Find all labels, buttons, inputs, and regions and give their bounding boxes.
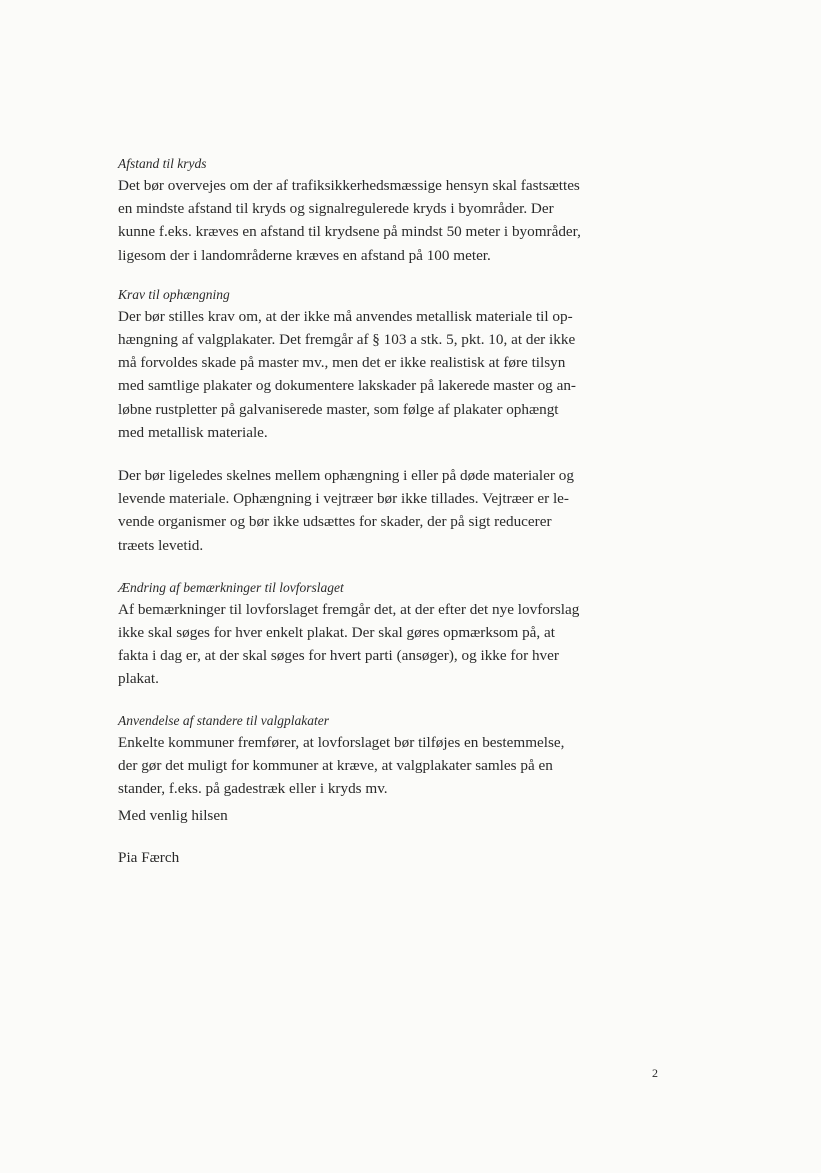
paragraph-line: en mindste afstand til kryds og signalregulerede kryds i byområder. Der (118, 200, 554, 218)
paragraph-line: Det bør overvejes om der af trafiksikkerhedsmæssige hensyn skal fastsættes (118, 177, 580, 194)
closing-greeting: Med venlig hilsen (118, 807, 228, 824)
paragraph-line: Enkelte kommuner fremfører, at lovforslaget bør tilføjes en bestemmelse, (118, 733, 565, 751)
section-aendring-af-bemaerkninger (118, 578, 618, 691)
paragraph-line: der gør det muligt for kommuner at kræve, at valgplakater samles på en (118, 756, 553, 774)
section-vejtraeer (118, 464, 618, 557)
paragraph-line: med samtlige plakater og dokumentere lakskader på lakerede master og an- (118, 377, 576, 395)
paragraph-line: fakta i dag er, at der skal søges for hvert parti (ansøger), og ikke for hver (118, 647, 559, 665)
paragraph-line: Af bemærkninger til lovforslaget fremgår det, at der efter det nye lovforslag (118, 600, 580, 618)
section-krav-til-ophaengning (118, 285, 618, 444)
paragraph-line: træets levetid. (118, 536, 204, 554)
section-afstand-til-kryds (118, 154, 618, 267)
section-heading: Afstand til kryds (118, 156, 207, 171)
paragraph-line: må forvoldes skade på master mv., men det er ikke realistisk at føre tilsyn (118, 354, 566, 372)
section-anvendelse-af-standere (118, 711, 618, 801)
section-heading: Anvendelse af standere til valgplakater (118, 712, 329, 728)
paragraph-line: med metallisk materiale. (118, 423, 268, 441)
paragraph-line: hængning af valgplakater. Det fremgår af § 103 a stk. 5, pkt. 10, at der ikke (118, 331, 576, 349)
paragraph-line: Der bør stilles krav om, at der ikke må anvendes metallisk materiale til op- (118, 307, 573, 325)
section-heading: Krav til ophængning (118, 286, 230, 302)
paragraph-line: ligesom der i landområderne kræves en afstand på 100 meter. (118, 246, 491, 264)
section-paragraph (118, 174, 618, 267)
section-paragraph (118, 731, 618, 801)
section-heading: Ændring af bemærkninger til lovforslaget (118, 579, 344, 595)
paragraph-line: vende organismer og bør ikke udsættes for skader, der på sigt reducerer (118, 513, 552, 531)
page-number: 2 (652, 1066, 658, 1080)
paragraph-line: plakat. (118, 670, 159, 688)
section-paragraph (118, 464, 618, 557)
letter-body (118, 154, 618, 800)
paragraph-line: levende materiale. Ophængning i vejtræer bør ikke tillades. Vejtræer er le- (118, 490, 569, 508)
section-paragraph (118, 598, 618, 691)
paragraph-line: ikke skal søges for hver enkelt plakat. Der skal gøres opmærksom på, at (118, 624, 555, 642)
paragraph-line: løbne rustpletter på galvaniserede master, som følge af plakater ophængt (118, 400, 559, 418)
section-paragraph (118, 305, 618, 444)
signature-name: Pia Færch (118, 849, 180, 866)
paragraph-line: kunne f.eks. kræves en afstand til krydsene på mindst 50 meter i byområder, (118, 223, 581, 241)
paragraph-line: Der bør ligeledes skelnes mellem ophængning i eller på døde materialer og (118, 467, 574, 485)
paragraph-line: stander, f.eks. på gadestræk eller i kryds mv. (118, 780, 388, 798)
